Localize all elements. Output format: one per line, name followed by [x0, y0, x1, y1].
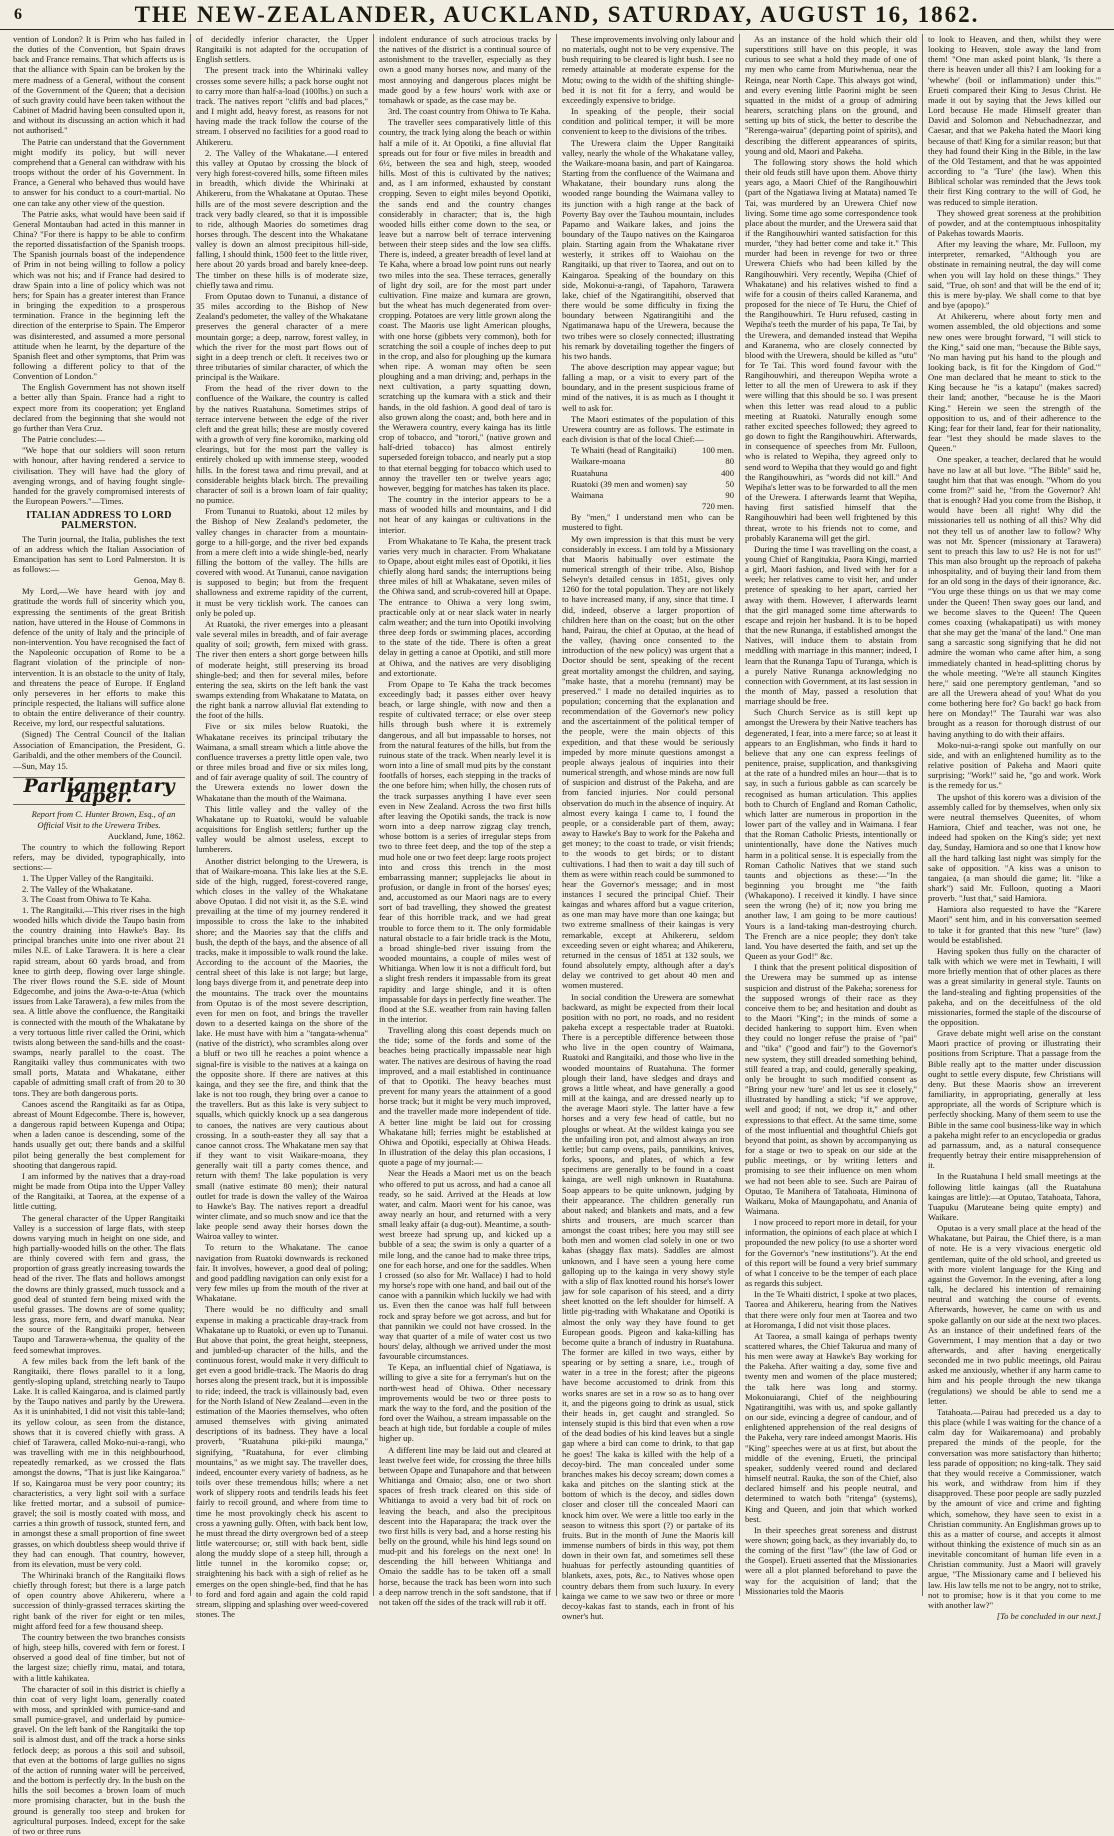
paragraph: Grave debate might well arise on the constant Maori practice of proving or illustrating their positions from Scripture. That a passage from the Bible really apt to the matter under discussion ought to settle every dispute, few Christians will deny. But these Maoris show an irreverent familiarity, in appropriating, generally at less appropriate, all the words of Scripture which is perfectly shocking. Many of them seem to use the Bible in the same cool business-like way in which a pakeha might refer to an encyclopedia or gradus ad parnassum, and, as a natural consequence frequently betray their entire misapprehension of it. [928, 1028, 1101, 1171]
report-subtitle: Report from C. Hunter Brown, Esq., of an Official Visit to the Urewera Tribes. [31, 809, 176, 830]
paragraph: My Lord,—We have heard with joy and gratitude the words full of sincerity which you, expressing the sentiments of the great British nation, have uttered in the House of Commons in defence of the unity of Italy and the principle of non-intervention. You have recognised the fact of the Napoleonic occupation of Rome to be a flagrant violation of the principle of non-intervention. It is an obstacle to the unity of Italy, and threatens the peace of Europe. If England only perseveres in her efforts to make this principle respected, the Italians will suffice alone to obtain the entire deliverance of their country. Receive, my lord, our respectful salutations. [13, 586, 185, 729]
paragraph: The Turin journal, the Italia, publishes the text of an address which the Italian Association of Emancipation has sent to Lord Palmerston. It is as follows:— [13, 533, 185, 574]
table-row [562, 456, 734, 466]
paragraph: The following story shows the hold which their old feuds still have upon them. Above thirty years ago, a Maori Chief of the Rangihouwhiri (part of the Ngatiawa living at Matata) named Te Tai, was murdered by an Urewera Chief now living. Some time ago some correspondence took place about the murder, and the Urewera said that if the Rangihouwhiri wanted satisfaction for this murder, "they had better come and take it." This murder had been in revenge for two or three Urewera Chiefs who had been killed by the Rangihouwhiri. Very recently, Wepiha (Chief of Whakatane) and his relatives wished to find a wife for a cousin of theirs called Karanema, and proposed for the niece of Te Huru, the Chief of the Rangihouwhiri. Te Huru refused, casting in Wepiha's teeth the murder of his papa, Te Tai, by the Urewera, and demanded instead that Wepiha and Karanema, who are closely connected by blood with the Urewera, should be killed as "utu" for Te Tai. This word found favour with the Rangihouwhiri, and thereupon Wepiha wrote a letter to all the men of Urewera to ask if they were willing that this should be so. I was present when this letter was read aloud to a public meeting at Ruatoki. Naturally enough some rather excited speeches followed; they agreed to go down to fight the Rangihouwhiri. Afterwards, in consequence of speeches from Mr. Fulloon, who is related to Wepiha, they agreed only to send word to Wepiha that they would go and fight the Rangihouwhiri, as "words did not kill." And Wepiha's letter was to be forwarded to all the men of the Urewera. I afterwards learnt that Wepiha, having first satisfied himself that the Rangihouwhiri had been well frightened by this threat, wrote to his friends not to come, and probably Karanema will get the girl. [745, 156, 917, 543]
paragraph: indolent endurance of such atrocious tracks by the natives of the district is a continual source of astonishment to the traveller, especially as they own a good many horses now, and many of the most annoying and dangerous places might be made good by a few hours' work with axe or tomahawk or spade, as the case may be. [379, 34, 551, 105]
paragraph: A few miles back from the left bank of the Rangitaiki, there flows parallel to it a long, gently-sloping upland, stretching nearly to Taupo Lake. It is called Kaingaroa, and is claimed partly by the Taupo natives and partly by the Urewera. As it is uninhabited, I did not visit this table-land; its yellow colour, as seen from the distance, shows that it is covered chiefly with grass. A chief of Tarawera, called Moko-nui-a-rangi, who was travelling with me in this neighbourhood, repeatedly remarked, as we crossed the flats amongst the downs, "That is just like Kaingaroa." If so, Kaingaroa must be very poor country; its characteristics, a very light soil with a surface like fretted mortar, and a subsoil of pumice-gravel; the soil is mostly coated with moss, and carries a thin growth of tussock, stunted fern, and in amongst these a small proportion of fine sweet grasses, on which doubtless sheep would thrive if they had can enough. That country, however, from its elevation, must be very cold. [13, 1355, 185, 1569]
paragraph: They showed great soreness at the prohibition of powder, and at the contemptuous inhospitality of Pakehas towards Maoris. [928, 207, 1101, 238]
table-cell-label: Ruatahuna [571, 467, 608, 478]
paper-heading: Parliamentary Paper. [13, 777, 185, 805]
list-item: 1. The Upper Valley of the Rangitaiki. [22, 873, 154, 884]
table-cell-value: 80 [725, 456, 734, 467]
paragraph: The Maori estimates of the population of this Urewera country are as follows. The estimate in each division is that of the local Chief:— [562, 413, 734, 445]
paragraph: Near the Heads a Maori met us on the beach who offered to put us across, and had a canoe all ready, so he said. Arrived at the Heads at low water, and calm. Maori went for his canoe, was away nearly an hour, and returned with a very small leaky affair (a dug-out). Meantime, a south-west breeze had sprung up, and kicked up a bubble of a sea; the swim is only a quarter of a mile long, and the canoe had to make three trips, one for each horse, and one for the saddles. When I crossed (so also for Mr. Wallace) I had to hold my horse's rope with one hand, and bail out of the canoe with a pannikin which luckily we had with us. Even then the canoe was half full between rock and spray before we got across, and but for that pannikin we could not have crossed. In the way that quarter of a mile of water cost us two hours' delay, although we arrived under the most favourable circumstances. [379, 1168, 551, 1362]
table-cell-value: 100 men. [702, 445, 734, 456]
table-row [562, 468, 734, 478]
source-line: —Sun, May 15. [13, 760, 68, 771]
paragraph: Te Kepa, an influential chief of Ngatiawa, is willing to give a site for a ferryman's hut on the north-west head of Ohiwa. Other necessary improvements would be two or three posts to mark the way to the ford, and the position of the ford over the Waihou, a stream impassable on the beach at high tide, but fordable a couple of miles higher up. [379, 1362, 551, 1444]
paragraph: By "men," I understand men who can be mustered to fight. [562, 512, 734, 533]
paragraph: vention of London? It is Prim who has failed in the duties of the Convention, but Spain draws back and France remains. That which affects us is that the alliance with Spain can be broken by the mere madness of a General, without the consent of the Government of the Queen; that a decision of such gravity could have been taken without the Cabinet of Madrid having been consulted upon it, and without its discussing an action which it had not authorised." [13, 34, 185, 136]
paragraph: The traveller sees comparatively little of this country, the track lying along the beach or within half a mile of it. At Opotiki, a fine alluvial flat spreads out for four or five miles in breadth and 6½, between the sea and high, steep, wooded hills. Most of this is cultivated by the natives; and, as I am informed, exhausted by constant cropping. Seven to eight miles beyond Opotiki, the sands end and the country changes considerably in character; that is, the high wooded hills either come down to the sea, or leave but a narrow belt of terrace intervening between their steep sides and the low sea cliffs. There is, indeed, a greater breadth of level land at Te Kaha, where a broad low point runs out nearly two miles into the sea. These terraces, generally of light dry soil, are for the most part under cultivation. Fine maize and kumara are grown, but the wheat has much degenerated from over-cropping. Potatoes are very little grown along the coast. The Maoris use light American ploughs, with one horse (gibbets very common), both for scratching the soil a couple of inches deep to put in the crop, and also for ploughing up the kumara when ripe. A woman may often be seen ploughing and a man driving; and, perhaps in the next cultivation, a party squatting down, scratching up the kumara with a stick and their hands, in the old fashion. A good deal of taro is also grown along the coast; and, both here and in the Werawera country, every kainga has its little crop of tobacco, and "torori," (native grown and half-dried tobacco) has almost entirely superseded foreign tobacco, and nearly put a stop to that eternal begging for tobacco which used to annoy the traveller ten or twelve years ago; however, begging for matches has taken its place. [379, 117, 551, 493]
paragraph: The upshot of this korero was a division of the assembly called for by themselves, when only six were neutral themselves Queenites, of whom Hamiora, Chief and teacher, was not one, he indeed had spoken on the King's side; yet next day, Sunday, Hamiora and so one that I know how all the hard talking last night was simply for the sake of opposition. "A kiss was a unison to tangaiea, (a man should die game; lit. "like a shark") said Mr. Fulloon, quoting a Maori proverb. "Just that," said Hamiora. [928, 791, 1101, 904]
paragraph: Tatahoata.—Pairau had preceded us a day to this place (while I was waiting for the chance of a calm day for Waikaremoana) and probably prepared the minds of the people, for the conversation was more satisfactory than hitherto; less parade of opposition; no king-talk. They said that they would receive a Commissioner, watch his work, and withdraw from him if they disapproved. These poor people are sadly puzzled by the amount of vice and crime and fighting which, somehow, they have seen to exist in a Christian community. An Englishman grows up to this as a matter of course, and accepts it almost without thinking the existence of much sin as an inevitable concomitant of human life even in a Christian community. Just a Maori will gravely argue, "The Missionary came and I believed his law. His law tells me not to be angry, not to strike, not to promise; how is it that you come to me with another law?" [928, 1406, 1101, 1610]
column-6 [923, 34, 1106, 1622]
paragraph: Such Church Service as is still kept up amongst the Urewera by their Native teachers has degenerated, I fear, into a mere farce; so at least it appears to an Englishman, who finds it hard to believe that any one can express feelings of penitence, praise, supplication, and thanksgiving at the rate of a hundred miles an hour—that is to say, in such a furious gabble as can scarcely be recognised as human articulation. This applies both to Church of England and Roman Catholic, which latter are numerous in proportion in the lower part of the valley and in Waimana. I fear that the Roman Catholic Priests, intentionally or unintentionally, have done the Natives much harm in a political sense. It is especially from the Roman Catholic Natives that we stand such taunts and objections as these:—"In the beginning you brought me "the faith (Whakapono). I received it kindly. I have since seen the wrong (he) of it; now you bring me another law, I am going to be more cautious! Yours is a land-taking man-destroying church. The French are a nice people; they don't take land. You have deserted the faith, and set up the Queen as your God!" &c. [745, 707, 917, 962]
paragraph: Travelling along this coast depends much on the tide; some of the fords and some of the beaches being practically impassable near high water. The natives are desirous of having the road improved, and a mail established in continuance of that to Opotiki. The heavy beaches must prevent for many years the attainment of a good horse track; but it might be very much improved, and the traveller made more independent of tide. A better line might be laid out for crossing Whakatane hill; ferries might be established at Ohiwa and Opotiki, especially at Ohiwa Heads. In illustration of the delay this plan occasions, I quote a page of my journal:— [379, 1025, 551, 1168]
paragraph: In the Ruatahuna I held small meetings at the following little kaingas (all the Ruatahuna kaingas are little):—at Oputao, Tatahoata, Tahora, Tuapuku (Maruteane being quite empty) and Waikare. [928, 1171, 1101, 1222]
table-cell-value: 400 [721, 467, 734, 478]
paragraph: I am informed by the natives that a dray-road might be made from Otipa into the Upper Valley of the Rangitaiki, at Taorea, at the expense of a little cutting. [13, 1170, 185, 1212]
paragraph: Having spoken thus fully on the character of talk with which we were met in Tewhaiti, I will more briefly mention that of other places as there was a great similarity in general style. Taunts on the land-stealing and fighting propensities of the pakeha, and on the deceitfulness of the old missionaries, formed the staple of the discourse of the opposition. [928, 945, 1101, 1027]
table-total: 720 men. [702, 501, 734, 512]
column-2 [191, 34, 374, 1620]
newspaper-title: THE NEW-ZEALANDER, AUCKLAND, SATURDAY, AUGUST 16, 1862. [134, 1, 980, 27]
paragraph: In speaking of the people, their social condition and political temper, it will be more convenient to keep to the divisions of the tribes. [562, 106, 734, 137]
population-table [562, 445, 734, 511]
page-number: 6 [14, 5, 22, 23]
paragraph: A different line may be laid out and cleared at least twelve feet wide, for crossing the three hills between Opape and Tunapahore and that between Whitianga and Omaio; also, one or two short spaces of fresh track cleared on this side of Whitianga to avoid a very bad bit of rock on leaving the beach, and also the precipitous descent into the Haparapara; the track over the two first hills is very bad, and a horse resting his belly on the ground, while his hind legs sound on mud-pit and his forelegs on the next one! In descending the hill between Whitianga and Omaio the saddle has to be taken off a small horse, because the track has been worn into such a deep narrow trench in the soft sandstone, that if not taken off the sides of the track will rub it off. [379, 1444, 551, 1607]
paragraph: 1. The Rangitaiki.—This river rises in the high wooded hills which divide the Taupo basin from the country draining into Hawke's Bay. Its principal branches unite into one river about 21 miles N.E. of Lake Tarawera. It is here a clear rapid stream, about 60 yards broad, and from knee to girth deep, flowing over large shingle. The river flows round the S.E. side of Mount Edgecombe, and joins the Awa-o-te-Atua (which issues from Lake Tarawera), a few miles from the sea. A little above the confluence, the Rangitaiki is connected with the mouth of the Whakatane by a very tortuous little river called the Orini, which twists along between the sand-hills and the coast-swamps, nearly parallel to the coast. The Rangitaiki valley thus communicates with two small ports, Matata and Whakatane, either capable of admitting small craft of from 20 to 30 tons. They are both dangerous ports. [13, 904, 185, 1098]
table-row [562, 490, 734, 500]
paragraph: Another district belonging to the Urewera, is that of Waikare-moana. This lake lies at the S.E. side of the high, rugged, forest-covered range, which closes in the valley of the Whakatane above Oputao. I did not visit it, as the S.E. wind prevailing at the time of my journey rendered it impossible to cross the lake to the inhabited shore; and the Maories say that the cliffs and bush, the depth of the bays, and the absence of all tracks, make it impossible to walk round the lake. According to the account of the Maories, the central sheet of this lake is not large; but large, long bays diverge from it, and penetrate deep into the mountains. The track over the mountains from Oputao is of the most severe description, even for men on foot, and brings the traveller down to a deserted kainga on the shore of the lake. He must have with him a "tangata-whenua" (native of the district), who scrambles along over a bluff or two till he reaches a point whence a signal-fire is visible to the natives at a kainga on the opposite shore. If there are natives at this kainga, and they see the fire, and think that the lake is not too rough, they bring over a canoe to the travellers. But as this lake is very subject to squalls, which quickly knock up a sea dangerous to canoes, the natives are very cautious about crossing. In a south-easter they all say that a canoe cannot cross. The Whakatane men say that if they want to visit Waikare-moana, they generally wait till a party comes thence, and return with them! The lake population is very small (native estimate 80 men); their natural outlet for trade is down the valley of the Wairoa to Hawke's Bay. The natives report a dreadful winter climate, and so much snow and ice that the lake people send away their horses down the Wairoa valley to winter. [196, 855, 368, 1242]
paragraph: These improvements involving only labour and no materials, ought not to be very expensive. The bush requiring to be cleared is light bush. I see no remedy attainable at moderate expense for the Motu; owing to the width of the shifting shingle-bed it is not fit for a ferry, and would be exceedingly expensive to bridge. [562, 34, 735, 105]
table-cell-label: Waikare-moana [571, 456, 626, 467]
paragraph: 2. The Valley of the Whakatane.—I entered this valley at Oputao by crossing the block of very high forest-covered hills, some fifteen miles in breadth, which divide the Whirinaki at Ahikereru, from the Whakatane at Oputao. These hills are of the most severe description and the track very badly cleared, so that it is impossible to ride, although Maories do sometimes drag horses through. The descent into the Whakatane valley is down an almost precipitous hill-side, falling, I should think, 1500 feet to the little river, here about 20 yards broad and barely knee-deep. The timber on these hills is of moderate size, chiefly tawa and rimu. [196, 147, 368, 290]
paragraph: I now proceed to report more in detail, for your information, the opinions of each place at which I propounded the new policy (to use a shorter word for the Governor's "new institutions"). At the end of this report will be found a very brief summary of what I conceive to be the temper of each place as regards this subject. [745, 1217, 917, 1289]
column-5 [740, 34, 923, 1596]
paragraph: At Taorea, a small kainga of perhaps twenty scattered whares, the Chief Takurua and many of his men were away at Hawke's Bay working for the Pakeha. After waiting a day, some five and twenty men and women of the place mustered; the talk here was long and stormy. Mokonuiarangi, Chief of the neighbouring Ngatirangitihi, was with us, and spoke gallantly on our side, evincing a degree of candour, and of enlightened apprehension of the real designs of the Pakeha, very rare indeed amongst Maoris. His "King" speeches were at us at first, but about the middle of the evening, Erueti, the principal speaker, suddenly veered round and declared himself neutral. Rauka, the son of the Chief, also declared himself and his people neutral, and determined to watch both "ritenga" (systems), King and Queen, and join that which worked best. [745, 1330, 917, 1524]
paragraph: The Patrie can understand that the Government might modify its policy, but will never comprehend that a General can withdraw with his troops without the order of his Government. In France, a General who behaved thus would have to answer for his conduct to a court-martial. No one can take any other view of the question. [13, 136, 185, 208]
paragraph: There would be no difficulty and small expense in making a practicable dray-track from Whakatane up to Ruatoki, or even up to Tunanui. But above that point, the great height, steepness, and jumbled-up character of the hills, and the continuous forest, would make it very difficult to get even a good bridle-track. The Maoris do drag horses along the present track, but it is impossible to ride; indeed, the track is villainously bad, even for the North Island of New Zealand—even in the estimation of the Maories themselves, who often amused themselves with giving animated descriptions of its badness. They have a local proverb, "Ruatahuna piki-piki maunga," signifying, "Ruatahuna, for ever climbing mountains," as we might say. The traveller does, indeed, encounter every variety of badness, as he toils over these tremendous hills; where a net work of slippery roots and tendrils leads his feet fairly to recoil ground, and where from time to time he most provokingly check his ascent to cross a yawning gully. Often, with back bent low, he must thread the dirty overgrown bed of a steep little watercourse; or, still with back bent, sidle along the muddy slope of a steep hill, through a little tunnel in the koromiko copse; or, straightening his back with a sigh of relief as he emerges on the open shingle-bed, find that he has to ford and ford again and again the cold rapid stream, slipping and splashing over weed-covered stones. The [196, 1304, 368, 1620]
paragraph: The Urewera claim the Upper Rangitaiki valley, nearly the whole of the Whakatane valley, the Waikare-moana basin, and part of Kaingaroa. Starting from the confluence of the Waimana and Whakatane, their boundary runs along the wooded range bounding the Waimana valley to its junction with a high range at the back of Poverty Bay over the Tauhou mountain, includes Papamo and Waikare lakes, and joins the boundary of the Taupo natives on the Kaingaroa plain. Starting again from the Whakatane river westerly, it strikes off to Waiohau on the Rangitaiki, up that river to Taorea, and out on to Kaingaroa. Speaking of the boundary on this side, Mokonui-a-rangi, of Tapahoro, Tarawera lake, chief of the Ngatirangitihi, observed that there would be some difficulty in fixing the boundary between Ngatirangitihi and the Ngatimanawa hapu of the Urewera, because the two tribes were so closely connected; illustrating his remark by dovetailing together the fingers of his two hands. [562, 137, 734, 361]
column-3 [374, 34, 557, 1607]
paragraph: The present track into the Whirinaki valley crosses some severe hills; a pack horse ought not to carry more than half-a-load (100lbs.) on such a track. The natives report "cliffs and bad places," and I might add, heavy forest, as reasons for not having made the track follow the course of the stream. I observed no facilities for a good road to Ahikereru. [196, 65, 368, 147]
paragraph: After my leaving the whare, Mr. Fulloon, my interpreter, remarked, "Although you are obstinate in remaining neutral, the day will come when you will lay hold on these things." They said, "True, oh son! and that will be the end of it; this is mere by-play. We shall come to that bye and bye (apopo)." [928, 239, 1101, 311]
table-cell-value: 90 [725, 489, 734, 500]
paragraph: The Patrie asks, what would have been said if General Montauban had acted in this manner in China? "For there is happy to be able to confirm the reported dissatisfaction of the Spanish troops. The Spanish journals boast of the independence of Prim in not being willing to follow a policy which was not his; and if France had desired to draw Spain into a line of policy which was not hers; for Spain has a greater interest than France in bringing the expedition to a prosperous termination. France in the beginning left the direction of the enterprise to Spain. The Emperor was disinterested, and assumed a more personal attitude when he learnt, by the departure of the Spanish fleet and other symptoms, that Prim was following a different policy to that of the Convention of London." [13, 208, 185, 382]
paragraph: My own impression is that this must be very considerably in excess. I am told by a Missionary that Maoris habitually over estimate the numerical strength of their tribe. Also, Bishop Selwyn's detailed census in 1851, gives only 1260 for the total population. They are not likely to have increased many, if any, since that time. I did, indeed, observe a larger proportion of children here than on the coast; but on the other hand, Pairau, the chief at Oputao, at the head of the valley, (having once consented to the introduction of the new policy) was urgent that a Doctor should be sent, speaking of the recent great mortality amongst the children, and saying, "make haste, that a morehu (remnant) may be preserved." I made no detailed inquiries as to population; concerning that the explanation and recommendation of the Governor's new policy and the ascertainment of the political temper of the people, were the main objects of this expedition, and that these would be seriously impeded by more minute questions amongst a people always jealous of inquiries into their numerical strength, and whose minds are now full of suspicion and distrust of the Pakeha, and are from fancied injuries. Nor could personal observation do much in the absence of inquiry. At almost every kainga I came to, I found the people, or a considerable part of them, away; away to Hawke's Bay to work for the Pakeha and get money; to the coast to trade, or visit friends; to the woods to get birds; or to distant cultivations. I had then to wait a day till such of them as were within reach could be summoned to hear the Governor's message; and in most instances I secured the principal Chief. Their kaingas and whares afford but a vague criterion, as one man may have more than one kainga; but two extreme smallness of their kaingas is very remarkable, except at Ahikereru, seldom exceeding seven or eight wharea; and Ahikereru, returned in the census of 1851 at 132 souls, we found absolutely empty, although after a day's delay we contrived to get about 40 men and women mustered. [562, 533, 734, 991]
columns [8, 34, 1106, 1836]
paragraph: To return to the Whakatane. The canoe navigation from Ruatoki downwards is reckoned fair. It involves, however, a good deal of poling; and good paddling navigation can only exist for a very few miles up from the mouth of the river at Whakatane. [196, 1242, 368, 1304]
paragraph: Hamiora also requested to have the "Karere Maori" sent him, and in his conversation seemed to take it for granted that this new "ture" (law) would be established. [928, 904, 1101, 945]
paragraph: The country in the interior appears to be a mass of wooded hills and mountains, and I did not hear of any kaingas or cultivations in the interior. [379, 494, 551, 535]
paragraph: As an instance of the hold which their old superstitions still have on this people, it was curious to see what a hold they made of one of my men who came from Muriwhenua, near the Reinga, near North Cape. This always got wind, and every evening little Paorini might be seen squatted in the midst of a group of admiring hearers, scratching plans on the ground, and setting up bits of stick, the better to describe the "Rerenga-wairua" (departing point of spirits), and describing the different appearances of spirits, young and old, Maori and Pakeha. [745, 34, 917, 156]
paragraph: From Oputao down to Tunanui, a distance of 35 miles according to the Bishop of New Zealand's pedometer, the valley of the Whakatane preserves the general character of a mere mountain gorge; a deep, narrow, forest valley, in which the river for the most part flows out of sight in a deep trench or cleft. It receives two or three tributaries of similar character, of which the principal is the Waikare. [196, 290, 368, 383]
paragraph: Five or six miles below Ruatoki, the Whakatane receives its principal tributary the Waimana, a small stream which a little above the confluence traverses a pretty little open vale, two or three miles broad and five or six miles long, and of fair average quality of soil. The country of the Urewera extends no lower down the Whakatane than the mouth of the Waimana. [196, 721, 368, 803]
paragraph: Moko-nui-a-rangi spoke out manfully on our side, and with an enlightened humility as to the relative position of Pakeha and Maori quite surprising; "Work!" said he, "go and work. Work is the remedy for us." [928, 739, 1101, 791]
paragraph: In social condition the Urewera are somewhat backward, as might be expected from their local position with no port, no roads, and no resident pakeha except a respectable trader at Ruatoki. There is a perceptible difference between those who live in the open country of Waimana, Ruatoki and Rangitaiki, and those who live in the wooded mountains of Ruatahuna. The former plough their land, have sledges and drays and grows a little wheat, and have generally a good mill at the kainga, and are dressed nearly up to the average Maori style. The latter have a few horses and a very few head of cattle, but no ploughs or wheat. At the wildest kainga you see the unfailing iron pot, and almost always an iron kettle; but camp ovens, pails, pannikins, knives, forks, spoons, and plates, of which a few specimens are generally to be found in a coast kainga, are well nigh unknown in Ruatahuna. Soap appears to be quite unknown, judging by their appearance. The children generally run about naked; and blankets and mats, and a few shirts and trousers, are much scarcer than amongst the coast tribes; here you may still see both men and women clad solely in one or two kahas (shaggy flax mats). Saddles are almost unknown, and I have seen a young here come galloping up to the kainga in very showy style with a slip of flax knotted round his horse's lower jaw for sole caparison of his steed, and a dirty sheet knotted on the left shoulder for himself. A little pig-trading with Whakatane and Opotiki is almost the only way they have found to get European goods. Pigeon and kaka-killing has become quite a branch of industry in Ruatahuna. The former are killed in two ways, either by spearing or by setting a snare, i.e., trough of water in a tree in the forest; after the pigeons have become accustomed to drink from this works snares are set in a row so as to hang over it, and the pigeons going to drink as usual, stick their heads in, get caught and strangled. So intensely stupid is this bird that even when a row of the dead bodies of his kind leaves but a single gap where a bird can come to drink, to that gap he goes! The kaka is killed with the help of a decoy-bird. The man concealed under some branches makes his decoy scream; down comes a kaka and pitches on the slanting stick at the bottom of which is the decoy, and sidles down closer and closer till the concealed Maori can knock him over. We were a little too early in the season to witness this sport (?) or partake of its fruits. But in the month of June the Maoris kill immense numbers of birds in this way, pot them down in their own fat, and sometimes sell these huahuas for perfectly astounding quantities of blankets, axes, pots, &c., to Natives whose open country debars them from such luxury. In every kainga we came to we saw two or three or more decoy-kakas fast to stands, each in front of his owner's hut. [562, 991, 734, 1622]
table-cell-value: 50 [725, 478, 734, 489]
paragraph: From the head of the river down to the confluence of the Waikare, the country is called by the natives Ruatahuna. Sometimes strips of terrace intervene between the edge of the river cleft and the great hills; these are mostly covered with a growth of very fine koromiko, marking old clearings, but for the most part the valley is entirely choked up with immense steep, wooded hills. In the forest tawa and rimu prevail, and at considerable heights black birch. The prevailing character of soil is a brown loam of fair quality; no pumice. [196, 383, 368, 506]
paragraph: In the Te Whaiti district, I spoke at two places, Taorea and Ahikereru, hearing from the Natives that there were only four men at Taorea and two at Horomanga, I did not visit those places. [745, 1289, 917, 1330]
paragraph: The English Government has not shown itself a better ally than Spain. France had a right to expect more from its cooperation; yet England declared from the beginning that she would not go further than Vera Cruz. [13, 382, 185, 433]
dateline: Auckland, June, 1862. [107, 830, 185, 841]
paragraph: The Whirinaki branch of the Rangitaiki flows chiefly through forest; but there is a large patch of open country above Ahikereru, where a succession of thinly-grassed terraces skirting the right bank of the river for eight or ten miles, might afford feed for a few thousand sheep. [13, 1569, 185, 1631]
paragraph: Canoes ascend the Rangitaiki as far as Otipa, abreast of Mount Edgecombe. There is, however, a dangerous rapid between Kupenga and Otipa; when a laden canoe is descending, some of the hands usually get out; there bands and a skilful pilot being generally the best complement for shooting that dangerous rapid. [13, 1098, 185, 1170]
paragraph: The country between the two branches consists of high, steep hills, covered with fern or forest. I observed a good deal of fine timber, but not of the largest size; chiefly rimu, matai, and totara, with a little kahikatea. [13, 1631, 185, 1683]
paragraph: Oputao is a very small place at the head of the Whakatane, but Pairau, the Chief there, is a man of note. He is a very vivacious energetic old gentleman, quite of the old school, and greeted us with more violent language for the King and against the Governor. In the evening, after a long talk, he declared his intention of remaining neutral and watching the course of events. Afterwards, however, he came on with us and spoke gallantly on our side at the next two places. As an instance of their undefined fears of the Government, I may mention that a day or two afterwards, and after having energetically seconded me in two public meetings, old Pairau asked me anxiously, whether if any harm came to him and his people through the new tikanga (regulations) we should be able to send me a letter. [928, 1223, 1101, 1406]
paragraph: "We hope that our soldiers will soon return with honour, after having rendered a service to civilisation. They will have had the glory of avenging wrongs, and of having fought single-handed for the gravely compromised interests of the European Powers."—Times. [13, 445, 185, 507]
paragraph: of decidedly inferior character, the Upper Rangitaiki is not adapted for the occupation of English settlers. [196, 34, 368, 65]
paragraph: One speaker, a teacher, declared that he would have no law at all but love. "The Bible" said he, taught him that that was enough. "Whom do you come from?" said he, "from the Governor? Ah! that is enough? Had you come from the Bishop, it would have been all right! Why did the missionaries tell us nothing of all this? Why did not they tell us of another law to follow? Why was not Mr. Spencer (missionary at Tarawera) sent to preach this law to us? He is not for us!" This man also brought up the reproach of pakeha inhospitality, and of buying their land from them for an old song in the days of their ignorance, &c. "You urge these things on us that we may come under the Queen! Then sway goes our land, and we become slaves to the Queen! The Queen comes coaxing (whakapatipati) us with money that she may get the 'mana' of the land." One man sang a sarcastic song signifying that he did not admire the woman who came after him, a song immediately chanted in head-splitting chorus by the whole meeting. "We're all staunch Kingites here," said one peremptory gentleman, "and so are all the Urewera ahead of you! What do you come bothering here for? Go back! go back from here on Monday!" The Taurahi war was also brought as a reason for thorough distrust of our having anything to do with their affairs. [928, 454, 1101, 739]
paragraph: At Ahikereru, where about forty men and women assembled, the old objections and some new ones were brought forward, "I will stick to the King," said one man, "because the Bible says, 'No man having put his hand to the plough and looking back, is fit for the Kingdom of God.'" One man declared that he meant to stick to the King because he "is a katapu" (makes sacred) their land; another, "because he is the Maori King." Herein we seen the strength of the opposition to us, and of their adherence to the King; fear for their land, fear for their nationality, fear "lest they should be made slaves to the Queen." [928, 311, 1101, 454]
paragraph: This little valley and the valley of the Whakatane up to Ruatoki, would be valuable acquisitions for English settlers; further up the valley would be almost useless, except to lumberers. [196, 803, 368, 855]
paragraph: (Signed) The Central Council of the Italian Association of Emancipation, the President, G. Garibaldi, and the other members of the Council. [13, 729, 185, 760]
section-heading: ITALIAN ADDRESS TO LORD PALMERSTON. [26, 510, 172, 532]
paragraph: From Opape to Te Kaha the track becomes exceedingly bad; it passes either over heavy beach, or large shingle, with now and then a respite of cultivated terrace; or else over steep hills through bush where it is extremely dangerous, and all but impassable to horses, not from the natural features of the hills, but from the ruinous state of the track. When nearly level it is worn into a line of small mud pits by the constant footfalls of horses, each stepping in the tracks of the one before him; when hilly, the chosen ruts of the track surpasses anything I have ever seen even in New Zealand. Across the two first hills after leaving the Opotiki sands, the track is now worn into a deep narrow zigzag clay trench, whose bottom is a series of irregular steps from two to three feet deep, and the top of the step a mud hole one or two feet deep: large roots project into and cross this trench in the most embarrassing manner; supplejacks lie about in profusion, or dangle in front of the horses' eyes; and, accustomed as our Maori nags are to every sort of bad travelling, they showed the greatest fear of this horrible track, and we had great trouble to force them to it. The only formidable natural obstacle to a fair bridle track is the Motu, a broad shingle-bed river issuing from the wooded mountains, a couple of miles west of Whitianga. When low it is not a difficult ford, but a slight fresh renders it impassable from its great rapidity and large shingle, and it is often impassable for days in perfectly fine weather. The flood at the S.E. weather from rain having fallen in the interior. [379, 678, 551, 1024]
dateline: Genoa, May 8. [133, 575, 185, 586]
paragraph: The character of soil in this district is chiefly a thin coat of very light loam, generally coated with moss, and sprinkled with pumice-sand and small pumice-gravel, and underlaid by pumice-gravel. On the left bank of the Rangitaiki the top soil is almost dust, and off the track a horse sinks fetlock deep; as porous a this soil and subsoil, that even at the bottoms of large gullies no signs of the action of running water will be perceived, and the bottom is perfectly dry. In the bush on the hills the soil becomes a brown loam of much more promising character, but in the bush the ground is generally too steep and broken for agricultural purposes. Indeed, except for the sake of two or three runs [13, 1683, 185, 1836]
paragraph: The general character of the Upper Rangitaiki Valley is a succession of large flats, with steep downs varying much in height on one side, and high partially-wooded hills on the other. The flats are thinly covered with fern and grass, the proportion of grass greatly increasing towards the head of the river. The flats and hollows amongst the downs are thinly grassed, much tussock and a good deal of stunted fern being mixed with the useful grasses. The downs are of some quality; less grass, more fern, and dwarf manuka. Near the source of the Rangitaiki proper, between Taupo and Tarawera-whenua, the quality of the feed somewhat improves. [13, 1212, 185, 1355]
continued-note: [To be concluded in our next.] [996, 1611, 1101, 1622]
paragraph: At Ruatoki, the river emerges into a pleasant vale several miles in breadth, and of fair average quality of soil; growth, fern mixed with grass. The river then enters a short gorge between hills of moderate height, still preserving its broad shingle-bed; and then for several miles, before entering the sea, skirts on the left bank the vast swamps extending from Whakatane to Matata, on the right bank a narrow alluvial flat extending to the foot of the hills. [196, 618, 368, 721]
paragraph: From Tunanui to Ruatoki, about 12 miles by the Bishop of New Zealand's pedometer, the valley changes in character from a mountain-gorge to a hill-gorge, and the river bed expands from a mere cleft into a wide shingle-bed, nearly filling the bottom of the valley. The hills are covered with wood. At Tunanui, canoe navigation is supposed to begin; but from the frequent shallowness and extreme rapidity of the current, it must be very ticklish work. The canoes can only be poled up. [196, 506, 368, 618]
paragraph: 3rd. The coast country from Ohiwa to Te Kaha. [388, 106, 551, 117]
masthead [0, 0, 1114, 30]
paragraph: During the time I was travelling on the coast, a young Chief of Rangitukia, Paora Kingi, married a girl, Maori fashion, and lived with her for a week; her relatives came to visit her, and under pretence of speaking to her apart, carried her away with them. However, I afterwards learnt that the girl managed some time afterwards to escape and rejoin her husband. It is to be hoped that the new Runanga, if established amongst the Natives, will induce them to abstain from meddling with marriage in this manner; indeed, I learn that the Runanga Tapu of Turanga, which is a purely Native Runanga acknowledging no connection with Government, at its last session in the month of May, passed a resolution that marriage should be free. [745, 543, 917, 707]
list-item: 3. The Coast from Ohiwa to Te Kaha. [22, 893, 152, 904]
paragraph: In their speeches great soreness and distrust were shown; going back, as they invariably do, to the coming of the first "law" (the law of God or the Gospel). Erueti asserted that the Missionaries were all a plot planned beforehand to pave the way for the acquisition of land; that the Missionaries told the Maoris [745, 1524, 917, 1596]
list-item: 2. The Valley of the Whakatane. [22, 883, 133, 894]
table-cell-label: Waimana [571, 489, 604, 500]
paragraph: The above description may appear vague; but falling a map, or a visit to every part of the boundary, and in the present suspicious frame of mind of the natives, it is as much as I thought it well to ask for. [562, 362, 734, 413]
paragraph: The Patrie concludes:— [22, 434, 106, 445]
paragraph: I think that the present political disposition of the Urewera may be summed up as intense suspicion and distrust of the Pakeha; soreness for the supposed wrongs of their race as they conceive them to be; and hesitation and doubt as to the Maori "King"; in the minds of some a decided hankering to support him. Even when they could no longer refuse the praise of "pai" and "tika" ("good and fair") to the Governor's new system, they still dreaded something behind, still feared a trap, and could, generally speaking, only be brought to such modified consent as "Bring your new 'ture' and let us see it closely," illustrated by handling a stick; "if we approve, well and good; if not, we drop it," and other expressions to that effect. At the same time, some of the most influential and thoughtful Chiefs got beyond that point, as shown by accompanying us for a stage or two to speak on our side at the public meetings, or by writing letters and promising to see their influence on men whom we had not been able to see. Such are Pairau of Oputao, Te Manihera of Tatahoata, Himinona of Waikaru, Moka of Maungapohatu, and Anania of Waimana. [745, 962, 917, 1216]
paragraph: The country to which the following Report refers, may be divided, typographically, into sections:— [13, 841, 185, 873]
table-row [562, 479, 734, 489]
column-1 [8, 34, 191, 1836]
column-4 [557, 34, 740, 1622]
paragraph: From Whakatane to Te Kaha, the present track varies very much in character. From Whakatane to Opape, about eight miles east of Opotiki, it lies chiefly along hard sands; the interruptions being three miles of hill at Whakatane, seven miles of the Ohiwa sand, and scrub-covered hill at Opape. The entrance to Ohiwa a very long swim, practicable only at or near slack water in nearly calm weather; and the turn into Opotiki involving three deep fords or swimming places, according to the state of the tide. There is often a great delay in getting a canoe at Opotiki, and still more at Ohiwa, and the natives are very disobliging and extortionate. [379, 535, 551, 678]
table-row [562, 445, 734, 455]
paragraph: to look to Heaven, and then, whilst they were looking to Heaven, stole away the land from them! "One man asked point blank, 'Is there a there is heaven under all this? I am looking for a 'whewhe' (boil or inflammation) under this.'" Erueti compared their King to Jesus Christ. He made it out by saying that the Jews killed our Lord because He made Himself greater than David and Solomon and Nebuchadnezzar, and Caesar, and that we Pakeha hated the Maori king because of that! King for a similar reason; but that they had found their King in the Bible, in the law of the Old Testament, and that he was appointed according to "a 'Ture' (the law). When this Biblical scholar was reminded that the Jews took their first King contrary to the will of God, he was reduced to simple iteration. [928, 34, 1102, 207]
table-cell-label: Te Whaiti (head of Rangitaiki) [571, 445, 677, 456]
table-cell-label: Ruatoki (39 men and women) say [571, 478, 688, 489]
